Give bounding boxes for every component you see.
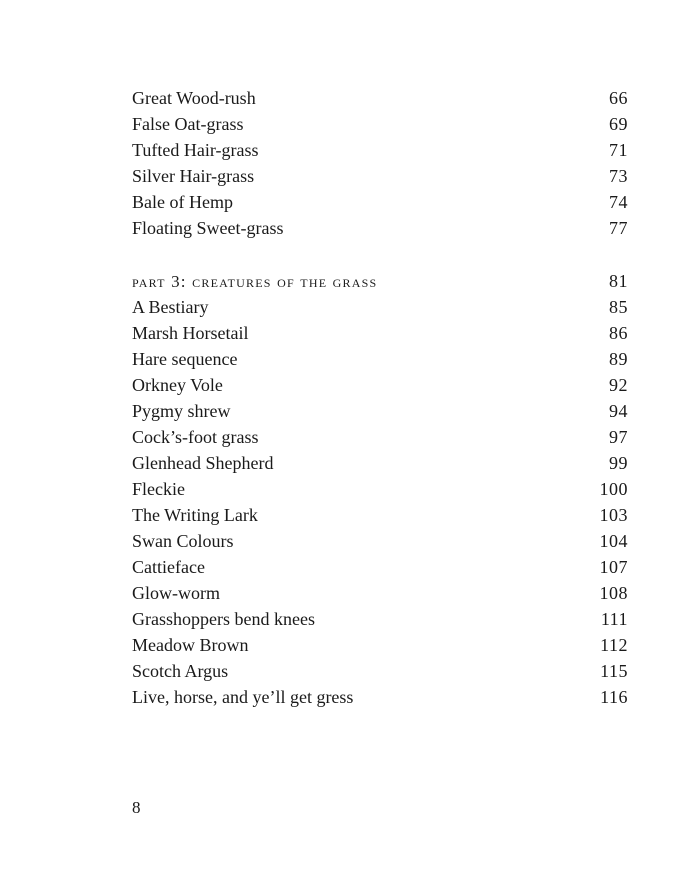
toc-entry-page: 112 [600,635,628,655]
toc-entry [132,424,628,450]
toc-section-top [132,85,628,241]
toc-entry [132,554,628,580]
toc-entry [132,684,628,710]
toc-entry-title: Floating Sweet-grass [132,218,284,238]
table-of-contents [132,85,628,710]
toc-entry-page: 108 [599,583,628,603]
toc-entry-page: 86 [609,323,628,343]
toc-entry [132,346,628,372]
toc-entry-page: 74 [609,192,628,212]
toc-entry-page: 97 [609,427,628,447]
toc-entry-title: Glenhead Shepherd [132,453,274,473]
toc-entry-title: Cattieface [132,557,205,577]
toc-entry-title: False Oat-grass [132,114,244,134]
toc-section-bottom [132,294,628,710]
toc-entry-page: 69 [609,114,628,134]
toc-entry-title: Orkney Vole [132,375,223,395]
toc-entry-title: Hare sequence [132,349,238,369]
toc-entry-page: 103 [599,505,628,525]
part-heading-page: 81 [609,271,628,291]
toc-entry-page: 116 [600,687,628,707]
toc-entry-title: Meadow Brown [132,635,249,655]
page-number: 8 [132,798,141,817]
toc-entry-page: 104 [599,531,628,551]
toc-entry [132,85,628,111]
toc-part-heading [132,268,628,294]
toc-entry-title: Pygmy shrew [132,401,231,421]
toc-entry [132,215,628,241]
toc-entry [132,606,628,632]
toc-entry-title: A Bestiary [132,297,209,317]
toc-entry-page: 100 [599,479,628,499]
toc-entry-page: 71 [609,140,628,160]
toc-entry-page: 99 [609,453,628,473]
toc-entry [132,111,628,137]
toc-entry-page: 89 [609,349,628,369]
toc-entry-title: Cock’s-foot grass [132,427,259,447]
toc-entry-title: Bale of Hemp [132,192,233,212]
toc-entry-page: 107 [599,557,628,577]
toc-entry-title: Great Wood-rush [132,88,256,108]
toc-entry-page: 94 [609,401,628,421]
toc-entry [132,189,628,215]
toc-entry [132,580,628,606]
toc-entry [132,528,628,554]
toc-entry-title: Grasshoppers bend knees [132,609,315,629]
toc-entry [132,320,628,346]
toc-entry [132,294,628,320]
toc-entry [132,137,628,163]
toc-entry-page: 115 [600,661,628,681]
toc-entry [132,658,628,684]
toc-entry [132,450,628,476]
toc-entry-page: 73 [609,166,628,186]
toc-entry-page: 77 [609,218,628,238]
toc-entry [132,476,628,502]
toc-entry-title: Silver Hair-grass [132,166,255,186]
toc-entry-page: 85 [609,297,628,317]
toc-entry-title: Live, horse, and ye’ll get gress [132,687,354,707]
toc-entry [132,372,628,398]
part-heading-title: part 3: creatures of the grass [132,272,378,291]
toc-entry [132,398,628,424]
toc-entry-title: Tufted Hair-grass [132,140,259,160]
toc-entry [132,632,628,658]
toc-entry-title: Marsh Horsetail [132,323,249,343]
toc-entry-title: Swan Colours [132,531,234,551]
toc-entry-title: Glow-worm [132,583,220,603]
toc-entry-title: Scotch Argus [132,661,229,681]
toc-entry-page: 92 [609,375,628,395]
section-spacer [132,241,628,268]
toc-entry-title: Fleckie [132,479,185,499]
toc-entry-page: 111 [600,609,628,629]
toc-entry [132,502,628,528]
toc-entry [132,163,628,189]
toc-entry-page: 66 [609,88,628,108]
toc-entry-title: The Writing Lark [132,505,258,525]
